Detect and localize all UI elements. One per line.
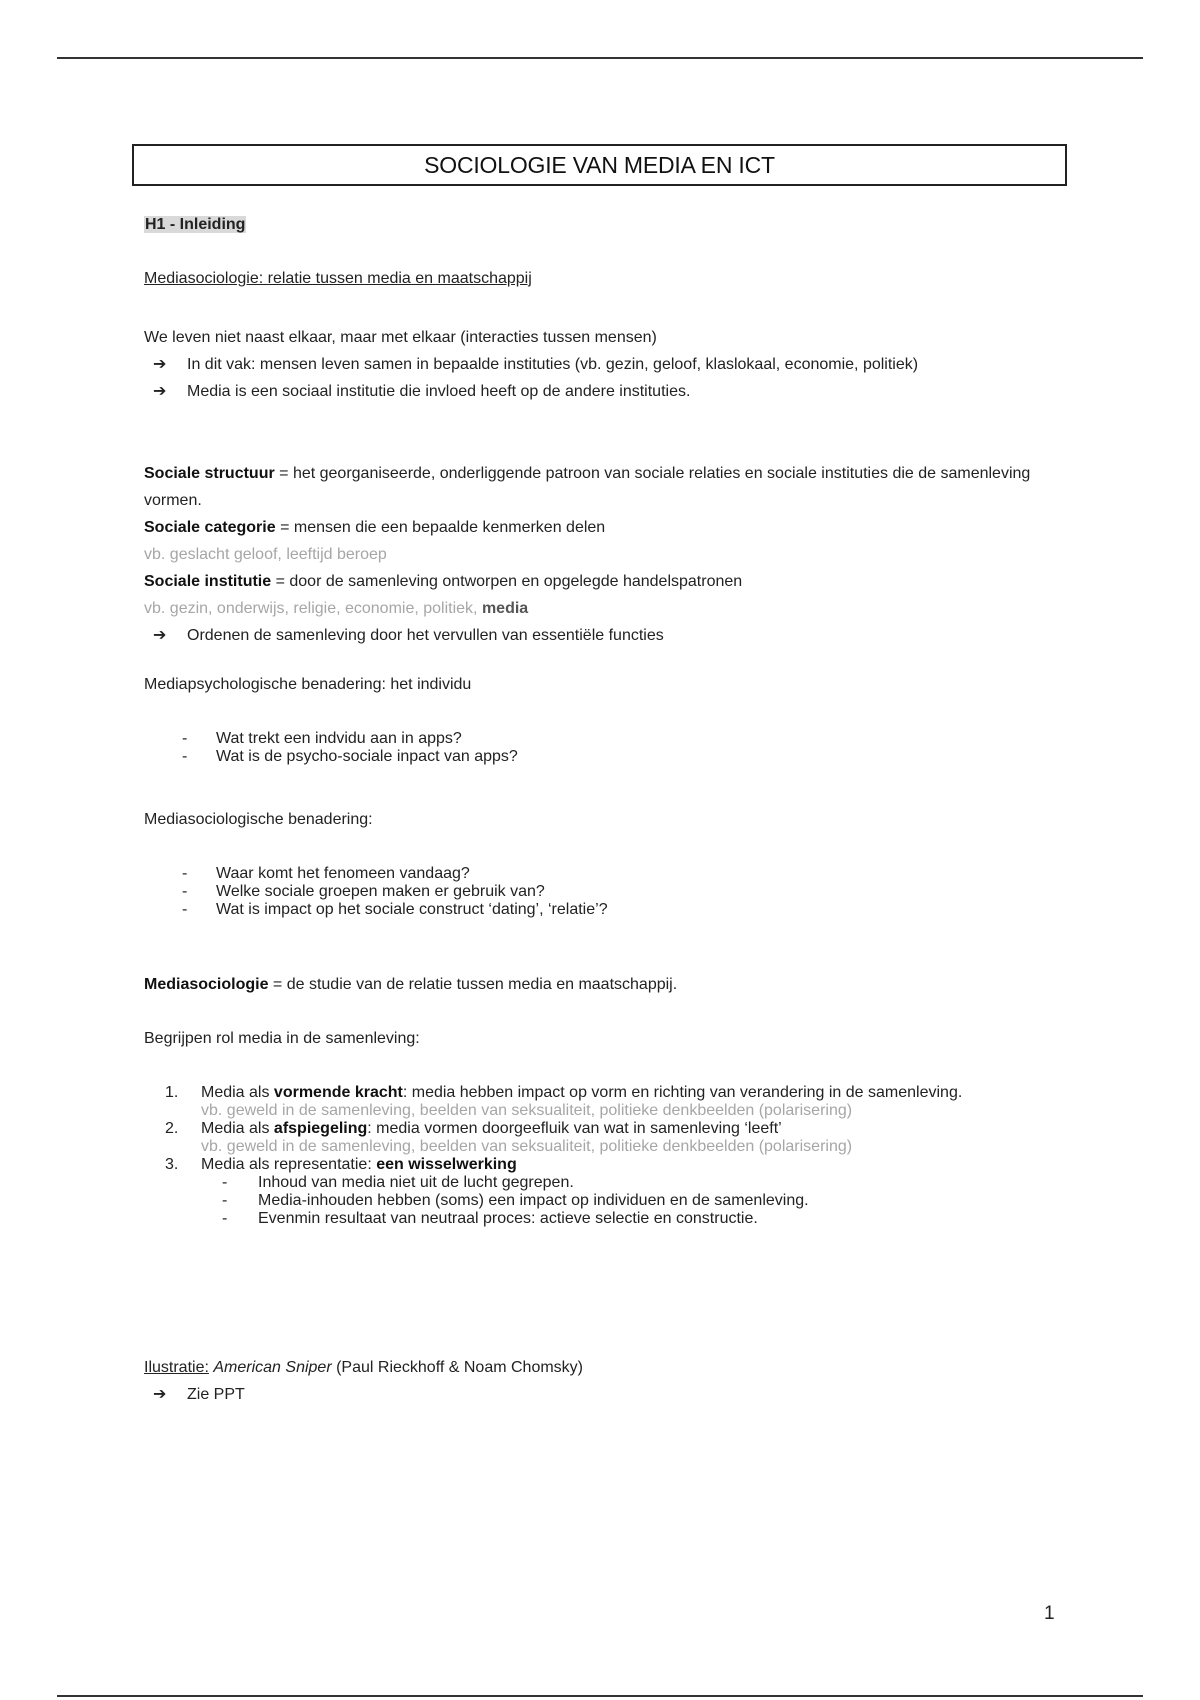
definition-structuur: Sociale structuur = het georganiseerde, onderliggende patroon van sociale relaties en sociale instituties die de samenleving vormen. [144,465,1031,509]
arrow-icon: ➔ [153,356,167,373]
arrow-item: ➔ Media is een sociaal institutie die invloed heeft op de andere instituties. [144,378,1059,405]
definition-categorie: Sociale categorie = mensen die een bepaalde kenmerken delen [144,519,606,536]
example-categorie: vb. geslacht geloof, leeftijd beroep [144,546,387,563]
definition-institutie: Sociale institutie = door de samenleving ontworpen en opgelegde handelspatronen [144,573,743,590]
roles-list [144,1084,1059,1228]
socio-label: Mediasociologische benadering: [144,811,373,828]
list-item: - Welke sociale groepen maken er gebruik van? [182,883,545,900]
list-item: - Wat is impact op het sociale construct ‘dating’, ‘relatie’? [182,901,608,918]
psych-list [144,730,1059,766]
list-item: 2. Media als afspiegeling: media vormen doorgeefluik van wat in samenleving ‘leeft’ vb. geweld in de samenleving, beelden van seksualiteit, politieke denkbeelden (polarisering) [165,1120,853,1155]
paragraph-interactions [144,324,1059,405]
arrow-icon: ➔ [153,627,167,644]
arrow-icon: ➔ [153,383,167,400]
socio-list [144,865,1059,919]
begrijpen-label: Begrijpen rol media in de samenleving: [144,1030,420,1047]
list-item: - Media-inhouden hebben (soms) een impact op individuen en de samenleving. [222,1192,809,1209]
list-item: - Waar komt het fenomeen vandaag? [182,865,470,882]
title-text: SOCIOLOGIE VAN MEDIA EN ICT [424,151,775,178]
arrow-item: ➔ In dit vak: mensen leven samen in bepaalde instituties (vb. gezin, geloof, klaslokaal, economie, politiek) [144,351,1059,378]
list-item: - Inhoud van media niet uit de lucht gegrepen. [222,1174,574,1191]
example-institutie: vb. gezin, onderwijs, religie, economie, politiek, media [144,600,529,617]
document-title [132,144,1067,186]
list-item: - Wat is de psycho-sociale inpact van apps? [182,748,518,765]
page-number: 1 [1044,1603,1055,1624]
definitions [144,460,1059,649]
paragraph-line: We leven niet naast elkaar, maar met elkaar (interacties tussen mensen) [144,329,657,346]
list-item: 1. Media als vormende kracht: media hebben impact op vorm en richting van verandering in de samenleving. vb. geweld in de samenleving, beelden van seksualiteit, politieke denkbeelden (polarisering) [165,1084,963,1119]
section-heading: H1 - Inleiding [145,216,246,233]
definition-mediasociologie: Mediasociologie = de studie van de relatie tussen media en maatschappij. [144,976,678,993]
arrow-item: ➔ Zie PPT [144,1381,1059,1408]
list-item: - Evenmin resultaat van neutraal proces: actieve selectie en constructie. [222,1210,758,1227]
psych-label: Mediapsychologische benadering: het individu [144,676,472,693]
sub-list [201,1174,1059,1228]
intro-underlined: Mediasociologie: relatie tussen media en maatschappij [144,270,532,287]
list-item: - Wat trekt een indvidu aan in apps? [182,730,462,747]
footer-rule [57,1695,1143,1697]
illustratie: Ilustratie: American Sniper (Paul Rieckhoff & Noam Chomsky) ➔ Zie PPT [144,1354,1059,1408]
list-item: 3. Media als representatie: een wisselwerking - Inhoud van media niet uit de lucht gegrepen. - Media-inhouden hebben (soms) een impact op individuen en de samenleving. - Evenmin resultaat van neutraal proces: actieve selectie en constructie. [144,1156,1059,1228]
arrow-icon: ➔ [153,1386,167,1403]
header-rule [57,57,1143,59]
arrow-item: ➔ Ordenen de samenleving door het vervullen van essentiële functies [144,622,1059,649]
